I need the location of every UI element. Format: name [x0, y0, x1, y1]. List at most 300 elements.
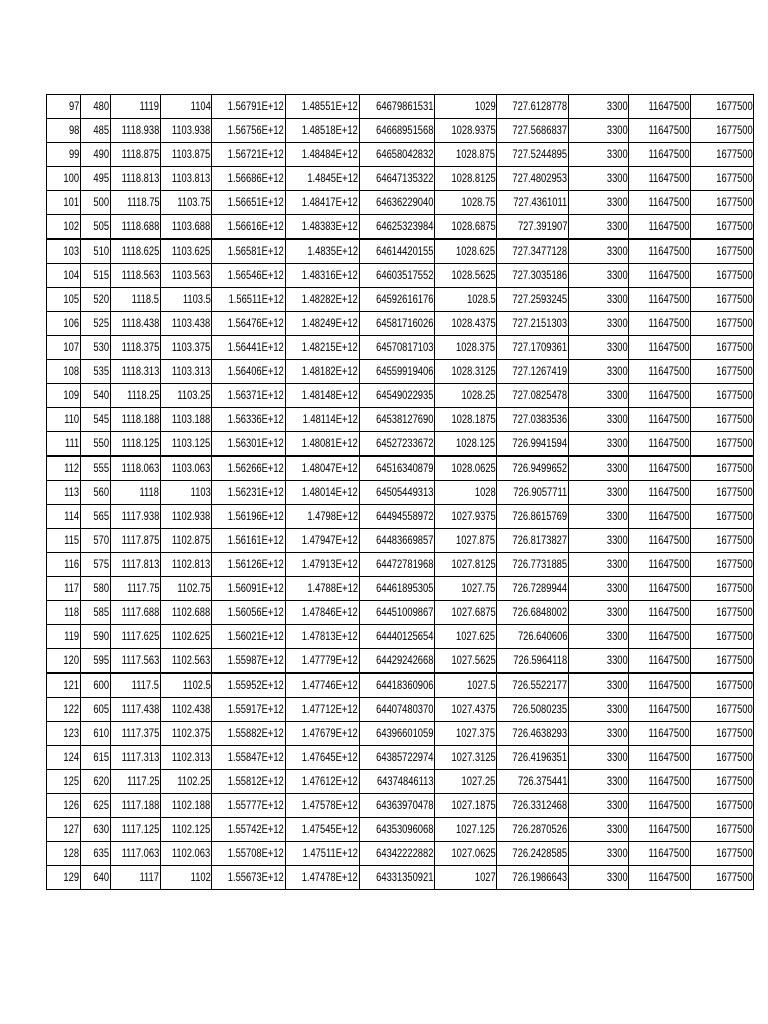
data-table [46, 94, 754, 890]
cell-value: 105 [63, 292, 79, 306]
cell-value: 1102.188 [172, 798, 211, 812]
table-cell-col-b [81, 866, 111, 890]
cell-value: 3300 [606, 798, 628, 812]
table-row [47, 770, 754, 794]
cell-value: 1677500 [716, 605, 753, 619]
table-row [47, 794, 754, 818]
cell-value: 3300 [606, 509, 628, 523]
cell-value: 127 [63, 822, 79, 836]
cell-value: 64418360906 [376, 678, 434, 692]
table-cell-col-l [691, 770, 754, 794]
table-cell-col-k [629, 746, 691, 770]
table-cell-col-h [435, 288, 497, 312]
cell-value: 11647500 [648, 268, 690, 282]
cell-value: 1677500 [716, 509, 753, 523]
table-cell-col-e [212, 601, 286, 625]
cell-value: 1027.75 [461, 581, 496, 595]
table-cell-row-index [47, 312, 81, 336]
cell-value: 1118.813 [121, 171, 160, 185]
cell-value: 1029 [474, 99, 496, 113]
cell-value: 1102.25 [177, 774, 211, 788]
cell-value: 64396601059 [376, 726, 434, 740]
table-cell-col-g [359, 553, 434, 577]
cell-value: 1117.125 [121, 822, 160, 836]
table-cell-col-b [81, 505, 111, 529]
cell-value: 726.6848002 [512, 605, 568, 619]
table-cell-col-l [691, 143, 754, 167]
table-cell-col-d [161, 818, 212, 842]
table-cell-col-b [81, 456, 111, 481]
table-cell-col-j [569, 698, 629, 722]
cell-value: 11647500 [648, 388, 690, 402]
table-cell-col-c [111, 601, 161, 625]
cell-value: 1027.125 [456, 822, 496, 836]
cell-value: 1102.625 [172, 629, 211, 643]
table-cell-col-j [569, 529, 629, 553]
cell-value: 1.48081E+12 [301, 436, 358, 450]
table-cell-col-c [111, 312, 161, 336]
table-cell-col-i [497, 770, 569, 794]
table-cell-col-f [286, 794, 360, 818]
cell-value: 3300 [606, 870, 628, 884]
table-cell-col-f [286, 408, 360, 432]
table-cell-col-e [212, 481, 286, 505]
cell-value: 1.47645E+12 [301, 750, 358, 764]
table-cell-col-b [81, 649, 111, 674]
table-cell-col-k [629, 601, 691, 625]
cell-value: 1117.313 [121, 750, 160, 764]
table-cell-col-e [212, 143, 286, 167]
cell-value: 1677500 [716, 244, 753, 258]
cell-value: 3300 [606, 822, 628, 836]
cell-value: 64505449313 [376, 485, 434, 499]
cell-value: 727.5244895 [512, 147, 568, 161]
cell-value: 726.2870526 [512, 822, 568, 836]
cell-value: 3300 [606, 461, 628, 475]
table-cell-col-f [286, 360, 360, 384]
table-cell-col-i [497, 191, 569, 215]
table-cell-col-d [161, 239, 212, 264]
cell-value: 726.5522177 [512, 678, 568, 692]
cell-value: 11647500 [648, 822, 690, 836]
table-cell-col-i [497, 601, 569, 625]
table-cell-col-g [359, 577, 434, 601]
table-cell-col-l [691, 577, 754, 601]
table-row [47, 360, 754, 384]
cell-value: 120 [63, 653, 79, 667]
cell-value: 11647500 [648, 533, 690, 547]
table-cell-col-j [569, 505, 629, 529]
table-cell-col-b [81, 794, 111, 818]
table-cell-col-k [629, 312, 691, 336]
cell-value: 1.4835E+12 [307, 244, 358, 258]
table-cell-col-h [435, 842, 497, 866]
table-cell-col-b [81, 312, 111, 336]
table-cell-col-c [111, 119, 161, 143]
table-cell-col-f [286, 529, 360, 553]
table-cell-col-j [569, 794, 629, 818]
cell-value: 1103.063 [172, 461, 211, 475]
table-cell-row-index [47, 698, 81, 722]
cell-value: 1.47612E+12 [301, 774, 358, 788]
cell-value: 1028 [474, 485, 496, 499]
cell-value: 3300 [606, 195, 628, 209]
cell-value: 1028.5 [466, 292, 496, 306]
cell-value: 1677500 [716, 870, 753, 884]
cell-value: 3300 [606, 99, 628, 113]
cell-value: 1.55708E+12 [228, 846, 285, 860]
cell-value: 1.48215E+12 [301, 340, 358, 354]
table-cell-row-index [47, 625, 81, 649]
cell-value: 1.48484E+12 [301, 147, 358, 161]
cell-value: 620 [93, 774, 109, 788]
table-cell-col-e [212, 239, 286, 264]
cell-value: 1118.563 [121, 268, 160, 282]
table-cell-col-l [691, 505, 754, 529]
cell-value: 3300 [606, 605, 628, 619]
cell-value: 1103.75 [177, 195, 211, 209]
cell-value: 115 [64, 533, 79, 547]
cell-value: 64353096068 [376, 822, 434, 836]
table-cell-col-d [161, 625, 212, 649]
cell-value: 11647500 [648, 485, 690, 499]
table-cell-col-c [111, 264, 161, 288]
table-cell-col-c [111, 698, 161, 722]
cell-value: 106 [63, 316, 79, 330]
cell-value: 1028.6875 [451, 219, 496, 233]
cell-value: 64603517552 [376, 268, 434, 282]
table-cell-col-i [497, 312, 569, 336]
cell-value: 1677500 [716, 726, 753, 740]
table-cell-col-d [161, 866, 212, 890]
cell-value: 1.47545E+12 [301, 822, 358, 836]
table-cell-col-d [161, 649, 212, 674]
cell-value: 1.56791E+12 [228, 99, 285, 113]
table-cell-col-l [691, 432, 754, 457]
cell-value: 111 [64, 436, 79, 450]
table-cell-col-d [161, 553, 212, 577]
table-cell-col-g [359, 167, 434, 191]
table-row [47, 191, 754, 215]
table-cell-col-f [286, 866, 360, 890]
table-cell-col-l [691, 360, 754, 384]
table-cell-col-h [435, 649, 497, 674]
cell-value: 1103.125 [172, 436, 211, 450]
table-cell-col-l [691, 529, 754, 553]
cell-value: 1.56021E+12 [228, 629, 285, 643]
table-cell-col-k [629, 336, 691, 360]
cell-value: 1118.75 [126, 195, 160, 209]
table-cell-col-c [111, 95, 161, 119]
cell-value: 480 [93, 99, 109, 113]
table-cell-col-b [81, 553, 111, 577]
table-cell-col-h [435, 794, 497, 818]
table-cell-col-f [286, 288, 360, 312]
cell-value: 1.56441E+12 [228, 340, 285, 354]
table-cell-col-i [497, 384, 569, 408]
cell-value: 64668951568 [376, 123, 434, 137]
table-cell-col-c [111, 360, 161, 384]
table-cell-col-e [212, 746, 286, 770]
table-cell-col-c [111, 770, 161, 794]
cell-value: 1102.375 [172, 726, 211, 740]
table-cell-col-c [111, 529, 161, 553]
table-cell-row-index [47, 746, 81, 770]
cell-value: 3300 [606, 340, 628, 354]
cell-value: 1027.6875 [451, 605, 496, 619]
cell-value: 1103.563 [172, 268, 211, 282]
table-cell-col-k [629, 529, 691, 553]
cell-value: 1117.188 [121, 798, 160, 812]
cell-value: 3300 [606, 702, 628, 716]
table-cell-col-b [81, 408, 111, 432]
table-cell-col-c [111, 191, 161, 215]
cell-value: 3300 [606, 147, 628, 161]
table-cell-col-h [435, 770, 497, 794]
cell-value: 1103.813 [172, 171, 211, 185]
table-cell-col-b [81, 119, 111, 143]
table-cell-col-k [629, 770, 691, 794]
cell-value: 11647500 [648, 798, 690, 812]
cell-value: 1.47712E+12 [301, 702, 358, 716]
cell-value: 1677500 [716, 316, 753, 330]
table-cell-col-i [497, 336, 569, 360]
cell-value: 110 [64, 412, 79, 426]
table-cell-col-d [161, 698, 212, 722]
table-cell-col-b [81, 746, 111, 770]
table-cell-col-c [111, 649, 161, 674]
table-cell-col-e [212, 191, 286, 215]
table-cell-col-j [569, 866, 629, 890]
table-cell-col-i [497, 167, 569, 191]
cell-value: 11647500 [648, 219, 690, 233]
table-cell-col-k [629, 264, 691, 288]
table-cell-col-j [569, 553, 629, 577]
table-cell-col-d [161, 408, 212, 432]
cell-value: 535 [93, 364, 109, 378]
table-cell-col-g [359, 649, 434, 674]
table-cell-col-j [569, 601, 629, 625]
table-cell-col-c [111, 456, 161, 481]
table-cell-col-h [435, 698, 497, 722]
cell-value: 3300 [606, 629, 628, 643]
table-cell-col-e [212, 167, 286, 191]
cell-value: 1.47947E+12 [301, 533, 358, 547]
cell-value: 64581716026 [376, 316, 434, 330]
table-cell-col-b [81, 601, 111, 625]
table-row [47, 866, 754, 890]
cell-value: 1118.875 [121, 147, 160, 161]
cell-value: 485 [93, 123, 109, 137]
table-cell-col-k [629, 553, 691, 577]
cell-value: 610 [93, 726, 109, 740]
cell-value: 726.5964118 [513, 653, 568, 667]
table-cell-col-d [161, 215, 212, 240]
cell-value: 580 [93, 581, 109, 595]
cell-value: 1118.313 [121, 364, 160, 378]
table-cell-col-c [111, 481, 161, 505]
table-cell-col-j [569, 239, 629, 264]
cell-value: 726.3312468 [512, 798, 568, 812]
table-cell-col-f [286, 95, 360, 119]
cell-value: 1677500 [716, 533, 753, 547]
cell-value: 11647500 [648, 412, 690, 426]
cell-value: 1102.125 [172, 822, 211, 836]
cell-value: 1.55742E+12 [228, 822, 285, 836]
table-cell-col-f [286, 649, 360, 674]
cell-value: 108 [63, 364, 79, 378]
cell-value: 3300 [606, 726, 628, 740]
table-cell-col-e [212, 384, 286, 408]
table-cell-col-j [569, 625, 629, 649]
table-cell-col-g [359, 336, 434, 360]
cell-value: 109 [63, 388, 79, 402]
table-cell-col-d [161, 794, 212, 818]
table-cell-col-l [691, 842, 754, 866]
cell-value: 1117.938 [121, 509, 160, 523]
table-cell-col-l [691, 553, 754, 577]
table-cell-col-j [569, 95, 629, 119]
table-cell-col-i [497, 143, 569, 167]
table-row [47, 673, 754, 698]
cell-value: 1103.688 [172, 219, 211, 233]
table-cell-col-k [629, 818, 691, 842]
table-cell-col-g [359, 866, 434, 890]
cell-value: 3300 [606, 268, 628, 282]
cell-value: 1103.313 [172, 364, 211, 378]
cell-value: 1118.938 [121, 123, 160, 137]
table-row [47, 601, 754, 625]
table-cell-col-c [111, 215, 161, 240]
table-cell-col-k [629, 191, 691, 215]
cell-value: 1117.063 [121, 846, 160, 860]
cell-value: 128 [63, 846, 79, 860]
table-cell-col-k [629, 625, 691, 649]
table-cell-col-l [691, 866, 754, 890]
cell-value: 101 [63, 195, 79, 209]
table-cell-col-i [497, 505, 569, 529]
table-cell-col-h [435, 553, 497, 577]
table-cell-col-l [691, 673, 754, 698]
table-cell-row-index [47, 239, 81, 264]
cell-value: 1677500 [716, 268, 753, 282]
table-cell-col-i [497, 577, 569, 601]
table-cell-col-f [286, 432, 360, 457]
table-cell-col-c [111, 143, 161, 167]
cell-value: 11647500 [648, 629, 690, 643]
cell-value: 500 [93, 195, 109, 209]
table-cell-col-f [286, 818, 360, 842]
cell-value: 1118.125 [121, 436, 160, 450]
cell-value: 1.55952E+12 [228, 678, 285, 692]
cell-value: 1677500 [716, 99, 753, 113]
table-cell-col-f [286, 577, 360, 601]
table-cell-col-g [359, 143, 434, 167]
cell-value: 1.48282E+12 [301, 292, 358, 306]
cell-value: 1.47478E+12 [301, 870, 358, 884]
cell-value: 1028.8125 [451, 171, 496, 185]
cell-value: 605 [93, 702, 109, 716]
table-cell-col-e [212, 336, 286, 360]
table-cell-col-i [497, 842, 569, 866]
table-cell-col-j [569, 408, 629, 432]
cell-value: 64331350921 [376, 870, 434, 884]
table-cell-col-c [111, 167, 161, 191]
cell-value: 125 [63, 774, 79, 788]
cell-value: 1118.438 [121, 316, 160, 330]
table-cell-row-index [47, 722, 81, 746]
cell-value: 1677500 [716, 340, 753, 354]
cell-value: 1028.375 [456, 340, 496, 354]
cell-value: 64342222882 [376, 846, 434, 860]
cell-value: 3300 [606, 123, 628, 137]
table-cell-col-j [569, 842, 629, 866]
cell-value: 64363970478 [376, 798, 434, 812]
table-cell-col-j [569, 288, 629, 312]
table-cell-col-f [286, 312, 360, 336]
table-cell-col-d [161, 601, 212, 625]
table-cell-col-g [359, 95, 434, 119]
cell-value: 64538127690 [376, 412, 434, 426]
table-cell-col-g [359, 625, 434, 649]
table-cell-col-d [161, 529, 212, 553]
table-cell-col-l [691, 312, 754, 336]
cell-value: 11647500 [648, 244, 690, 258]
table-cell-col-e [212, 529, 286, 553]
table-cell-col-h [435, 215, 497, 240]
cell-value: 1103.875 [172, 147, 211, 161]
table-cell-col-e [212, 264, 286, 288]
cell-value: 726.4638293 [512, 726, 568, 740]
table-cell-row-index [47, 673, 81, 698]
table-cell-col-g [359, 312, 434, 336]
cell-value: 727.1709361 [512, 340, 568, 354]
table-cell-col-j [569, 577, 629, 601]
cell-value: 1028.625 [456, 244, 496, 258]
table-cell-col-f [286, 698, 360, 722]
cell-value: 114 [64, 509, 79, 523]
cell-value: 3300 [606, 316, 628, 330]
table-cell-row-index [47, 336, 81, 360]
cell-value: 1677500 [716, 653, 753, 667]
table-cell-col-k [629, 384, 691, 408]
cell-value: 64614420155 [376, 244, 434, 258]
table-cell-col-k [629, 698, 691, 722]
table-cell-col-d [161, 143, 212, 167]
cell-value: 1027.9375 [451, 509, 496, 523]
cell-value: 1677500 [716, 219, 753, 233]
cell-value: 1118.625 [121, 244, 160, 258]
table-cell-col-f [286, 601, 360, 625]
table-cell-col-c [111, 722, 161, 746]
cell-value: 1027.1875 [451, 798, 496, 812]
table-cell-col-j [569, 119, 629, 143]
cell-value: 1028.3125 [451, 364, 496, 378]
cell-value: 726.2428585 [512, 846, 568, 860]
table-cell-row-index [47, 215, 81, 240]
table-cell-col-d [161, 312, 212, 336]
table-cell-col-g [359, 432, 434, 457]
cell-value: 119 [64, 629, 79, 643]
table-cell-row-index [47, 818, 81, 842]
cell-value: 1.48114E+12 [302, 412, 358, 426]
table-cell-col-h [435, 505, 497, 529]
table-cell-col-j [569, 746, 629, 770]
cell-value: 1028.1875 [451, 412, 496, 426]
cell-value: 1.56371E+12 [228, 388, 285, 402]
cell-value: 1117.563 [121, 653, 160, 667]
cell-value: 585 [93, 605, 109, 619]
